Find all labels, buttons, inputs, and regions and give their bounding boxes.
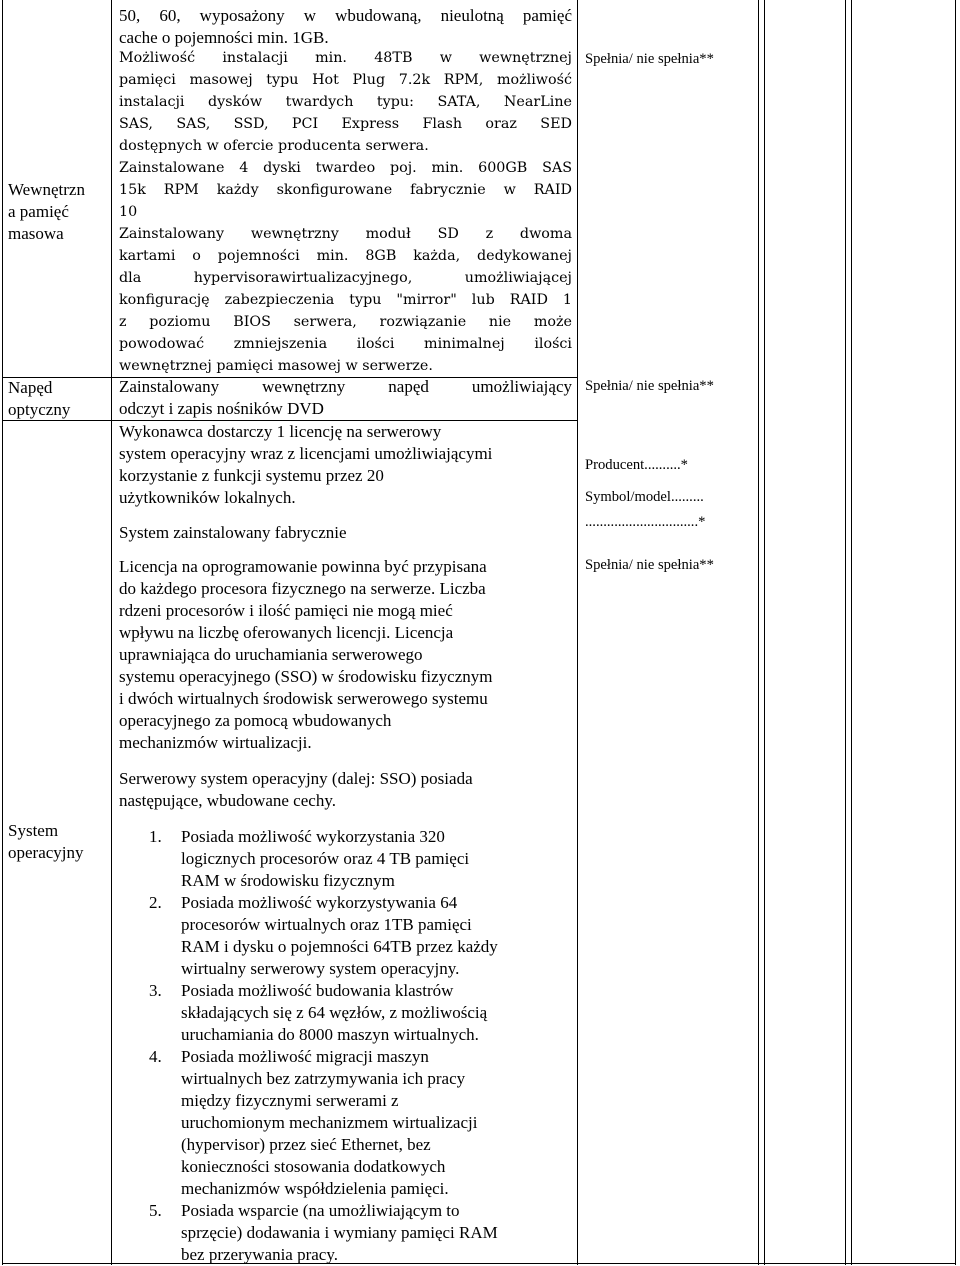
table-border-right: [955, 0, 956, 1265]
row-label-storage: Wewnętrzn a pamięć masowa: [8, 180, 85, 243]
column-divider-extra-c: [851, 0, 852, 1265]
list-item-number: 5.: [149, 1201, 162, 1220]
optical-description: Zainstalowany wewnętrzny napęd umożliwiający odczyt i zapis nośników DVD: [119, 377, 572, 418]
row-label-optical: Napęd optyczny: [8, 378, 71, 419]
os-symbol-model-field: Symbol/model.........: [585, 489, 704, 505]
list-item: 3. Posiada możliwość budowania klastrów składających się z 64 węzłów, z możliwością uruchamiania do 8000 maszyn wirtualnych.: [149, 981, 488, 1044]
storage-description: Możliwość instalacji min. 48TB w wewnętrznej pamięci masowej typu Hot Plug 7.2k RPM, możliwość instalacji dysków twardych typu: SATA, NearLine SAS, SAS, SSD, PCI Express Flash oraz SED dostępnych w ofercie producenta serwera. Zainstalowane 4 dyski twardeo poj. min. 600GB SAS 15k RPM każdy skonfigurowane fabrycznie w RAID 10 Zainstalowany wewnętrzny moduł SD z dwoma kartami o pojemności min. 8GB każda, dedykowanej dla hypervisorawirtualizacyjnego, umożliwiającej konfigurację zabezpieczenia typu "mirror" lub RAID 1 z poziomu BIOS serwera, rozwiązanie nie może powodować zmniejszenia ilości minimalnej ilości wewnętrznej pamięci masowej w serwerze.: [119, 50, 572, 374]
list-item: 5. Posiada wsparcie (na umożliwiającym to sprzęcie) dodawania i wymiany pamięci RAM bez przerywania pracy.: [149, 1201, 498, 1264]
column-divider-extra-a: [764, 0, 765, 1265]
os-model-dots: ...............................*: [585, 514, 706, 530]
os-factory-installed: System zainstalowany fabrycznie: [119, 523, 347, 542]
os-features-list: [119, 826, 569, 1266]
table-border-left: [2, 0, 3, 1265]
list-item: 1. Posiada możliwość wykorzystania 320 logicznych procesorów oraz 4 TB pamięci RAM w środowisku fizycznym: [149, 827, 470, 890]
list-item-number: 1.: [149, 827, 162, 846]
os-producer-field: Producent..........*: [585, 457, 688, 473]
list-item: 2. Posiada możliwość wykorzystywania 64 procesorów wirtualnych oraz 1TB pamięci RAM i dysku o pojemności 64TB przez każdy wirtualny serwerowy system operacyjny.: [149, 893, 498, 978]
column-divider-description: [577, 0, 578, 1265]
list-item-number: 2.: [149, 893, 162, 912]
row-label-os: System operacyjny: [8, 821, 84, 862]
storage-cache-text: 50, 60, wyposażony w wbudowaną, nieulotną pamięć cache o pojemności min. 1GB.: [119, 6, 572, 47]
os-cpu-license-text: Licencja na oprogramowanie powinna być przypisana do każdego procesora fizycznego na serwerze. Liczba rdzeni procesorów i ilość pamięci nie mogą mieć wpływu na liczbę oferowanych licencji. Licencja uprawniająca do uruchamiania serwerowego systemu operacyjnego (SSO) w środowisku fizycznym i dwóch wirtualnych środowisk serwerowego systemu operacyjnego za pomocą wbudowanych mechanizmów wirtualizacji.: [119, 557, 493, 752]
column-divider-label: [111, 0, 112, 1265]
storage-compliance: Spełnia/ nie spełnia**: [585, 51, 714, 67]
column-divider-compliance: [758, 0, 759, 1265]
os-license-text: Wykonawca dostarczy 1 licencję na serwerowy system operacyjny wraz z licencjami umożliwiającymi korzystanie z funkcji systemu przez 20 użytkowników lokalnych.: [119, 422, 493, 507]
list-item: 4. Posiada możliwość migracji maszyn wirtualnych bez zatrzymywania ich pracy między fizycznymi serwerami z uruchomionym mechanizmem wirtualizacji (hypervisor) przez sieć Ethernet, bez konieczności stosowania dodatkowych mechanizmów współdzielenia pamięci.: [149, 1047, 478, 1198]
os-features-intro: Serwerowy system operacyjny (dalej: SSO) posiada następujące, wbudowane cechy.: [119, 769, 473, 810]
optical-compliance: Spełnia/ nie spełnia**: [585, 378, 714, 394]
list-item-number: 3.: [149, 981, 162, 1000]
os-compliance: Spełnia/ nie spełnia**: [585, 557, 714, 573]
list-item-number: 4.: [149, 1047, 162, 1066]
column-divider-extra-b: [845, 0, 846, 1265]
